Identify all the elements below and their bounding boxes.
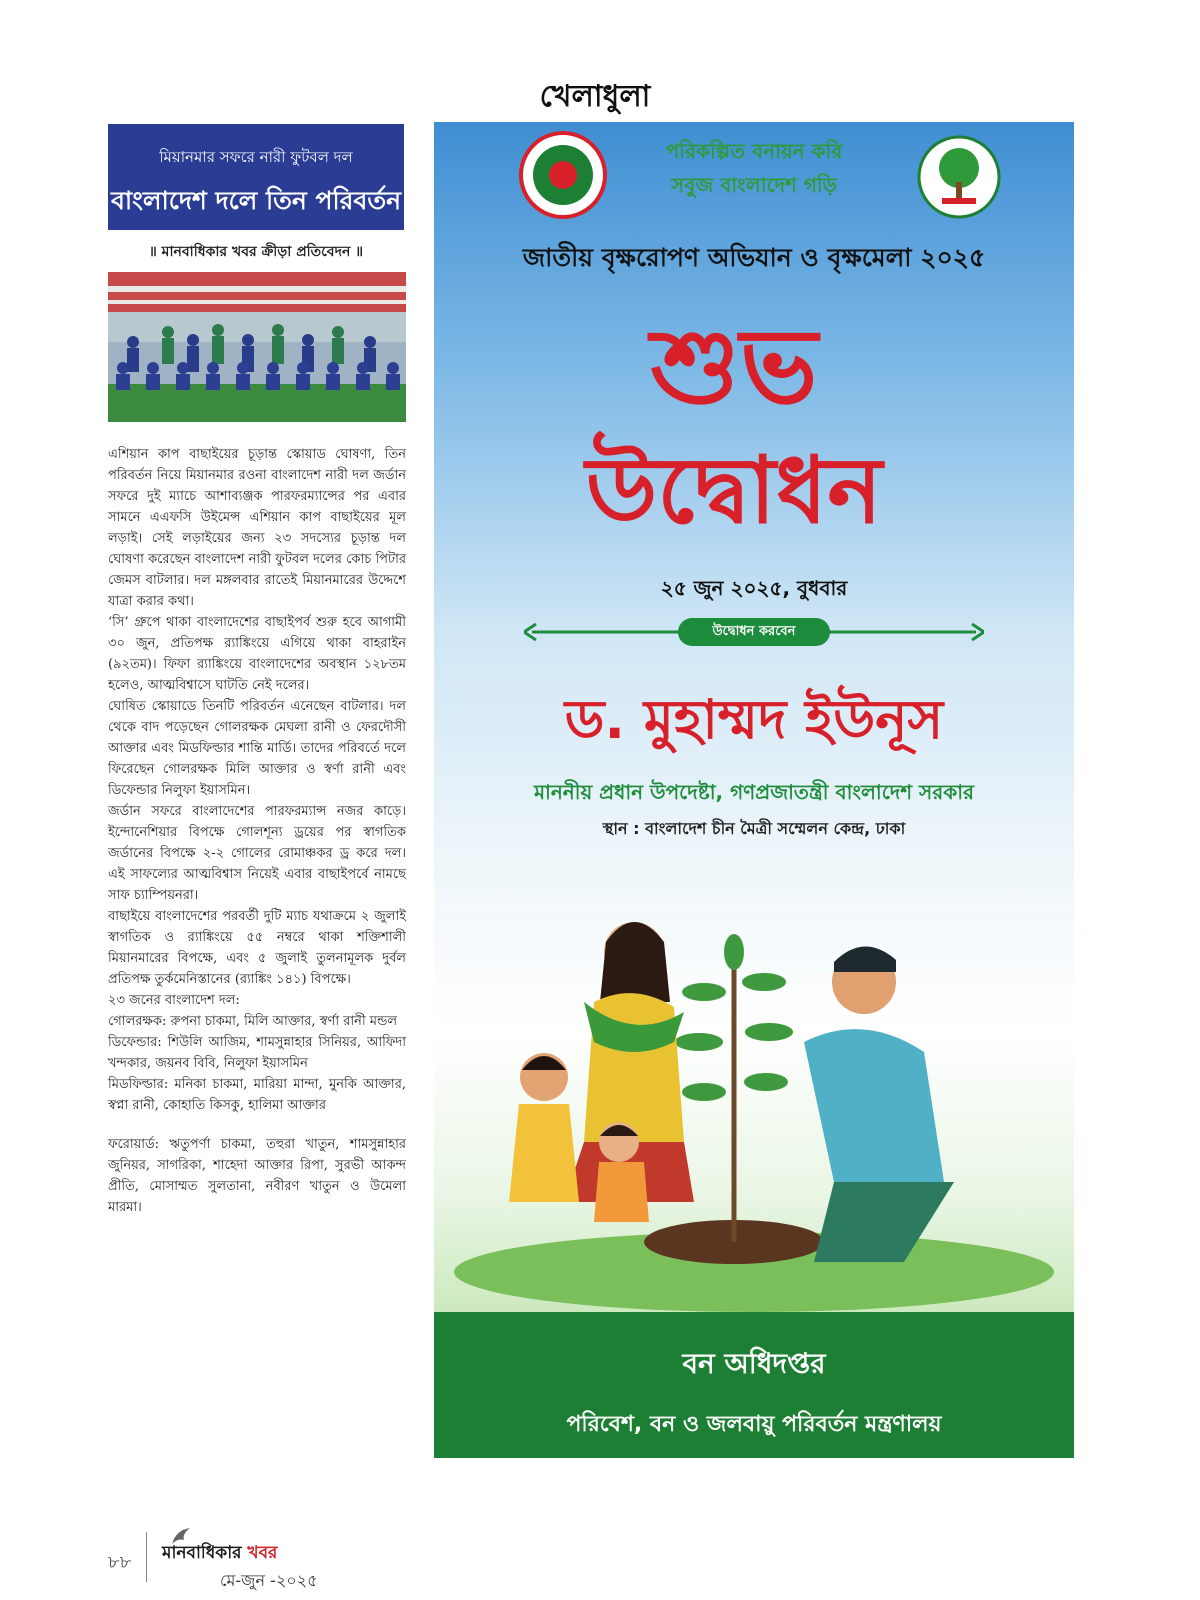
ad-guest-designation: মাননীয় প্রধান উপদেষ্টা, গণপ্রজাতন্ত্রী বাংলাদেশ সরকার [533, 780, 975, 804]
article-paragraph: ডিফেন্ডার: শিউলি আজিম, শামসুন্নাহার সিনিয়র, আফিদা খন্দকার, জয়নব বিবি, নিলুফা ইয়াসমিন [108, 1035, 406, 1071]
magazine-brand [162, 1540, 277, 1568]
section-title: খেলাধুলা [539, 79, 651, 114]
ad-campaign-title: জাতীয় বৃক্ষরোপণ অভিযান ও বৃক্ষমেলা ২০২৫ [522, 243, 986, 272]
ad-slogan [554, 134, 954, 202]
article-paragraph: এশিয়ান কাপ বাছাইয়ের চূড়ান্ত স্কোয়াড ঘোষণা, তিন পরিবর্তন নিয়ে মিয়ানমার রওনা বাংলাদেশ নারী দল জর্ডান সফরে দুই ম্যাচে আশাব্যঞ্জক পারফরম্যান্সের পর এবার সামনে এএফসি উইমেন্স এশিয়ান কাপ বাছাইয়ের মূল লড়াই। সেই লড়াইয়ের জন্য ২৩ সদস্যের চূড়ান্ত দল ঘোষণা করেছেন বাংলাদেশ নারী ফুটবল দলের কোচ পিটার জেমস বাটলার। দল মঙ্গলবার রাতেই মিয়ানমারের উদ্দেশে যাত্রা করার কথা। [108, 447, 406, 609]
ad-ministry: পরিবেশ, বন ও জলবায়ু পরিবর্তন মন্ত্রণালয় [566, 1412, 942, 1437]
article-paragraph: ফরোয়ার্ড: ঋতুপর্ণা চাকমা, তহুরা খাতুন, শামসুন্নাহার জুনিয়র, সাগরিকা, শাহেদা আক্তার রিপা, সুরভী আকন্দ প্রীতি, মোসাম্মত সুলতানা, নবীরণ খাতুন ও উমেলা মারমা। [108, 1137, 406, 1215]
team-photo [108, 272, 406, 422]
article-body [108, 444, 406, 1218]
article-byline: ॥ মানবাধিকার খবর ক্রীড়া প্রতিবেদন ॥ [148, 244, 364, 260]
ad-inauguration-banner [434, 292, 1074, 572]
article-headline: বাংলাদেশ দলে তিন পরিবর্তন [111, 186, 401, 215]
team-photo-illustration [108, 272, 406, 422]
ad-slogan-line: সবুজ বাংলাদেশ গড়ি [671, 173, 837, 197]
forest-department-logo-icon [916, 134, 1002, 220]
inauguration-word-2: উদ্বোধন [585, 437, 883, 544]
article-paragraph: ‘সি’ গ্রুপে থাকা বাংলাদেশের বাছাইপর্ব শুরু হবে আগামী ৩০ জুন, প্রতিপক্ষ র‍্যাঙ্কিংয়ে এগিয়ে থাকা বাহরাইন (৯২তম)। ফিফা র‍্যাঙ্কিংয়ে বাংলাদেশের অবস্থান ১২৮তম হলেও, আত্মবিশ্বাসে ঘাটতি নেই দলের। [108, 615, 406, 693]
article-paragraph: বাছাইয়ে বাংলাদেশের পরবর্তী দুটি ম্যাচ যথাক্রমে ২ জুলাই স্বাগতিক ও র‍্যাঙ্কিংয়ে ৫৫ নম্বরে থাকা শক্তিশালী মিয়ানমারের বিপক্ষে, এবং ৫ জুলাই তুলনামূলক দুর্বল প্রতিপক্ষ তুর্কমেনিস্তানের (র‍্যাঙ্কিং ১৪১) বিপক্ষে। [108, 909, 406, 987]
article-paragraph: মিডফিল্ডার: মনিকা চাকমা, মারিয়া মান্দা, মুনকি আক্তার, স্বপ্না রানী, কোহাতি কিসকু, হালিমা আক্তার [108, 1077, 406, 1113]
ad-venue: স্থান : বাংলাদেশ চীন মৈত্রী সম্মেলন কেন্দ্র, ঢাকা [602, 819, 906, 838]
article-paragraph: ২৩ জনের বাংলাদেশ দল: [108, 993, 240, 1008]
page-number: ৮৮ [108, 1552, 132, 1573]
ad-slogan-line: পরিকল্পিত বনায়ন করি [665, 139, 843, 163]
ad-inaugurated-by-label: উদ্বোধন করবেন [678, 618, 830, 646]
article-paragraph: ঘোষিত স্কোয়াডে তিনটি পরিবর্তন এনেছেন বাটলার। দল থেকে বাদ পড়েছেন গোলরক্ষক মেঘলা রানী ও ফেরদৌসী আক্তার এবং মিডফিল্ডার শান্তি মার্ডি। তাদের পরিবর্তে দলে ফিরেছেন গোলরক্ষক মিলি আক্তার ও স্বর্ণা রানী এবং ডিফেন্ডার নিলুফা ইয়াসমিন। [108, 699, 406, 798]
footer-divider [146, 1532, 147, 1582]
magazine-brand-accent: খবর [247, 1543, 278, 1563]
article-headline-box [108, 124, 404, 230]
ad-sponsor-band [434, 1312, 1074, 1458]
article-paragraph: গোলরক্ষক: রুপনা চাকমা, মিলি আক্তার, স্বর্ণা রানী মন্ডল [108, 1014, 398, 1029]
ad-date: ২৫ জুন ২০২৫, বুধবার [660, 576, 848, 600]
issue-date: মে-জুন -২০২৫ [220, 1571, 318, 1590]
magazine-brand-name: মানবাধিকার [162, 1543, 242, 1563]
article-paragraph: জর্ডান সফরে বাংলাদেশের পারফরম্যান্স নজর কাড়ে। ইন্দোনেশিয়ার বিপক্ষে গোলশূন্য ড্রয়ের পর স্বাগতিক জর্ডানের বিপক্ষে ২-২ গোলের রোমাঞ্চকর ড্র করে দল। এই সাফল্যের আত্মবিশ্বাস নিয়েই এবার বাছাইপর্বে নামছে সাফ চ্যাম্পিয়নরা। [108, 804, 406, 903]
article-kicker: মিয়ানমার সফরে নারী ফুটবল দল [159, 148, 353, 166]
ad-guest-name: ড. মুহাম্মদ ইউনূস [564, 688, 944, 751]
tree-plantation-advertisement [434, 122, 1074, 1458]
ad-department: বন অধিদপ্তর [682, 1347, 826, 1380]
family-planting-tree-illustration [434, 842, 1074, 1382]
inauguration-word-1: শুভ [650, 305, 818, 427]
